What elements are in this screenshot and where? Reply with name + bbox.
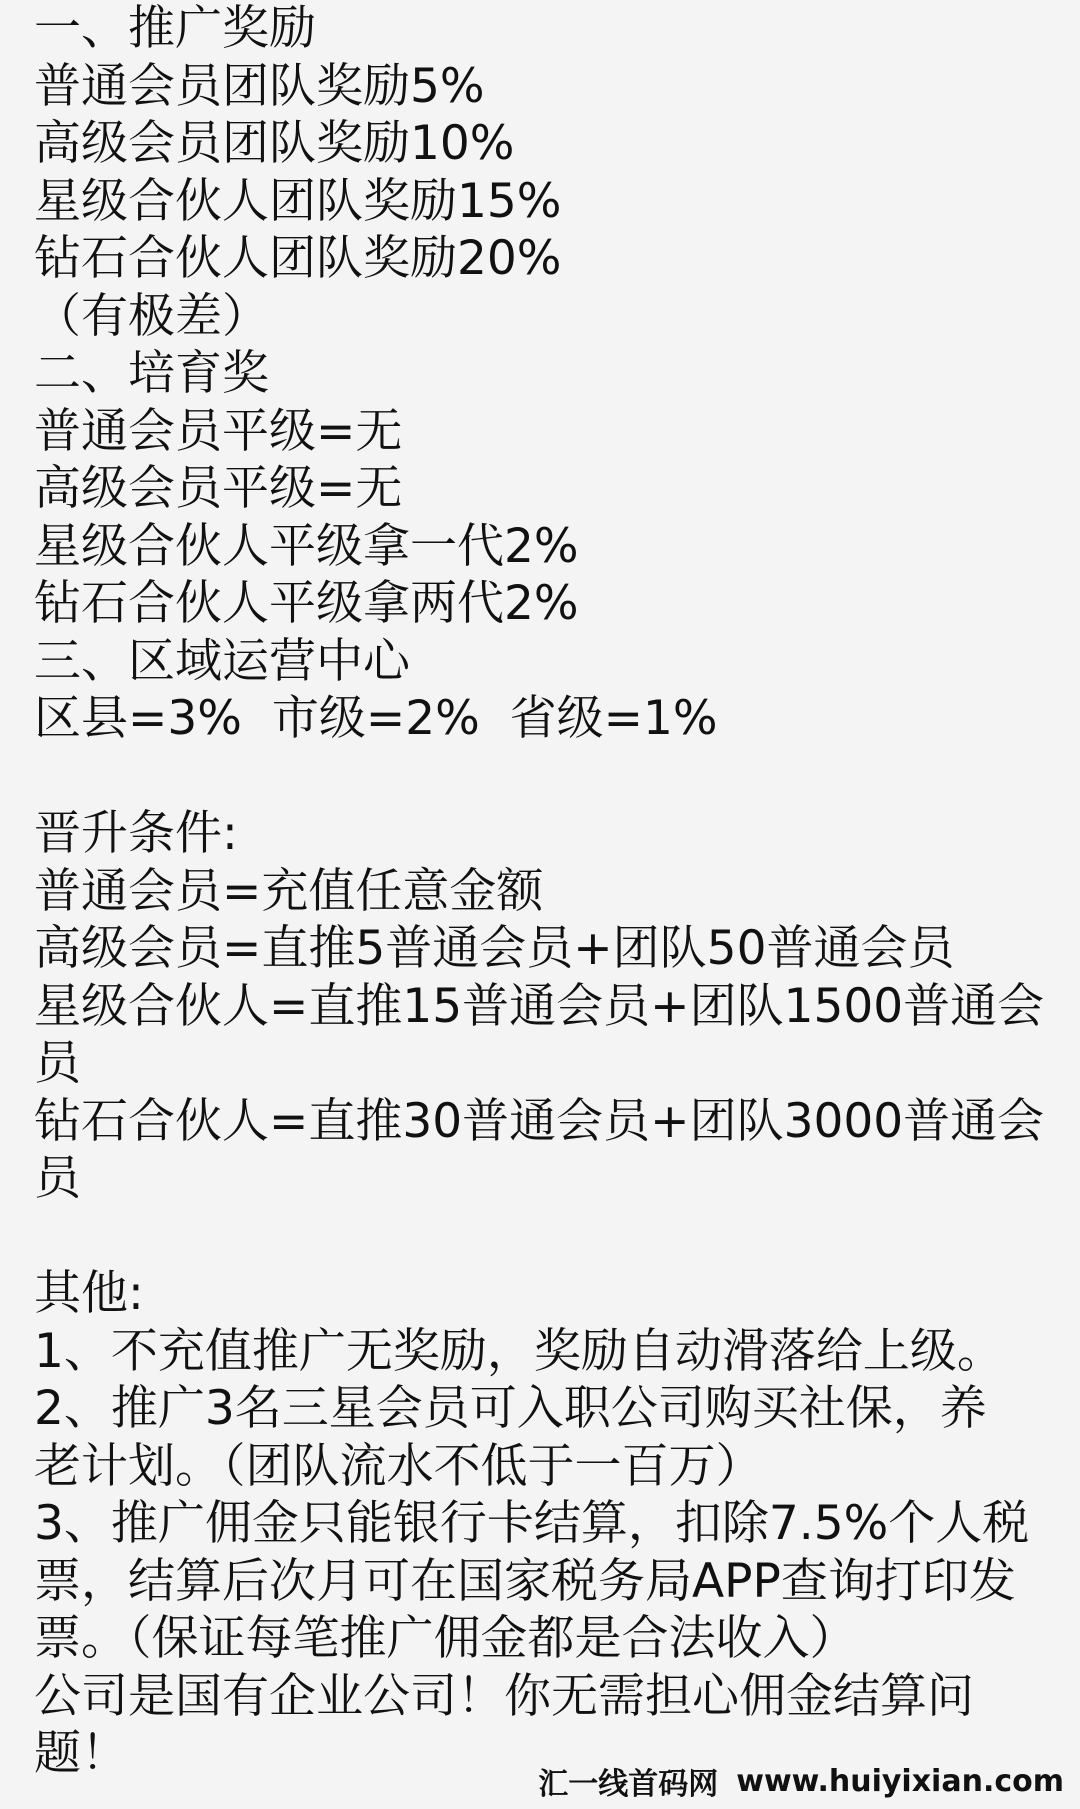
watermark xyxy=(532,1759,1070,1803)
section-heading-promotion-rewards: 一、推广奖励 xyxy=(34,1,316,56)
text-line: 星级合伙人=直推15普通会员+团队1500普通会 xyxy=(34,978,1045,1034)
text-line: 钻石合伙人平级拿两代2% xyxy=(34,576,579,631)
text-line: 老计划。（团队流水不低于一百万） xyxy=(34,1438,763,1494)
text-line: 区县=3% 市级=2% 省级=1% xyxy=(34,691,718,746)
text-line: 员 xyxy=(34,1036,81,1091)
text-line: 星级合伙人团队奖励15% xyxy=(34,173,562,229)
section-heading-other: 其他: xyxy=(34,1266,144,1321)
text-line: 普通会员平级=无 xyxy=(34,403,403,459)
document-body xyxy=(34,0,1044,1783)
text-line: 高级会员=直推5普通会员+团队50普通会员 xyxy=(34,921,955,976)
text-line: 高级会员平级=无 xyxy=(34,461,403,516)
blank-line xyxy=(34,1208,1044,1266)
text-line: 普通会员团队奖励5% xyxy=(34,58,485,114)
section-heading-regional-center: 三、区域运营中心 xyxy=(34,633,410,689)
text-line: 票。（保证每笔推广佣金都是合法收入） xyxy=(34,1611,857,1666)
text-line: 高级会员团队奖励10% xyxy=(34,116,515,171)
blank-line xyxy=(34,748,1044,806)
text-line: 钻石合伙人团队奖励20% xyxy=(34,231,562,286)
text-line: 3、推广佣金只能银行卡结算，扣除7.5%个人税 xyxy=(34,1496,1030,1551)
text-line: 2、推广3名三星会员可入职公司购买社保，养 xyxy=(34,1381,987,1436)
section-heading-cultivation-award: 二、培育奖 xyxy=(34,346,269,401)
section-heading-promotion-conditions: 晋升条件: xyxy=(34,806,238,861)
text-line: （有极差） xyxy=(34,288,269,344)
text-line: 1、不充值推广无奖励，奖励自动滑落给上级。 xyxy=(34,1323,1004,1379)
text-line: 星级合伙人平级拿一代2% xyxy=(34,518,579,574)
text-line: 员 xyxy=(34,1151,81,1206)
text-line: 公司是国有企业公司！你无需担心佣金结算问 xyxy=(34,1668,974,1724)
text-line: 普通会员=充值任意金额 xyxy=(34,863,544,919)
watermark-url: www.huiyixian.com xyxy=(736,1763,1064,1799)
text-line: 钻石合伙人=直推30普通会员+团队3000普通会 xyxy=(34,1093,1045,1149)
text-line: 票，结算后次月可在国家税务局APP查询打印发 xyxy=(34,1553,1016,1609)
text-line: 题！ xyxy=(34,1726,128,1781)
watermark-site-name: 汇一线首码网 xyxy=(538,1767,719,1802)
